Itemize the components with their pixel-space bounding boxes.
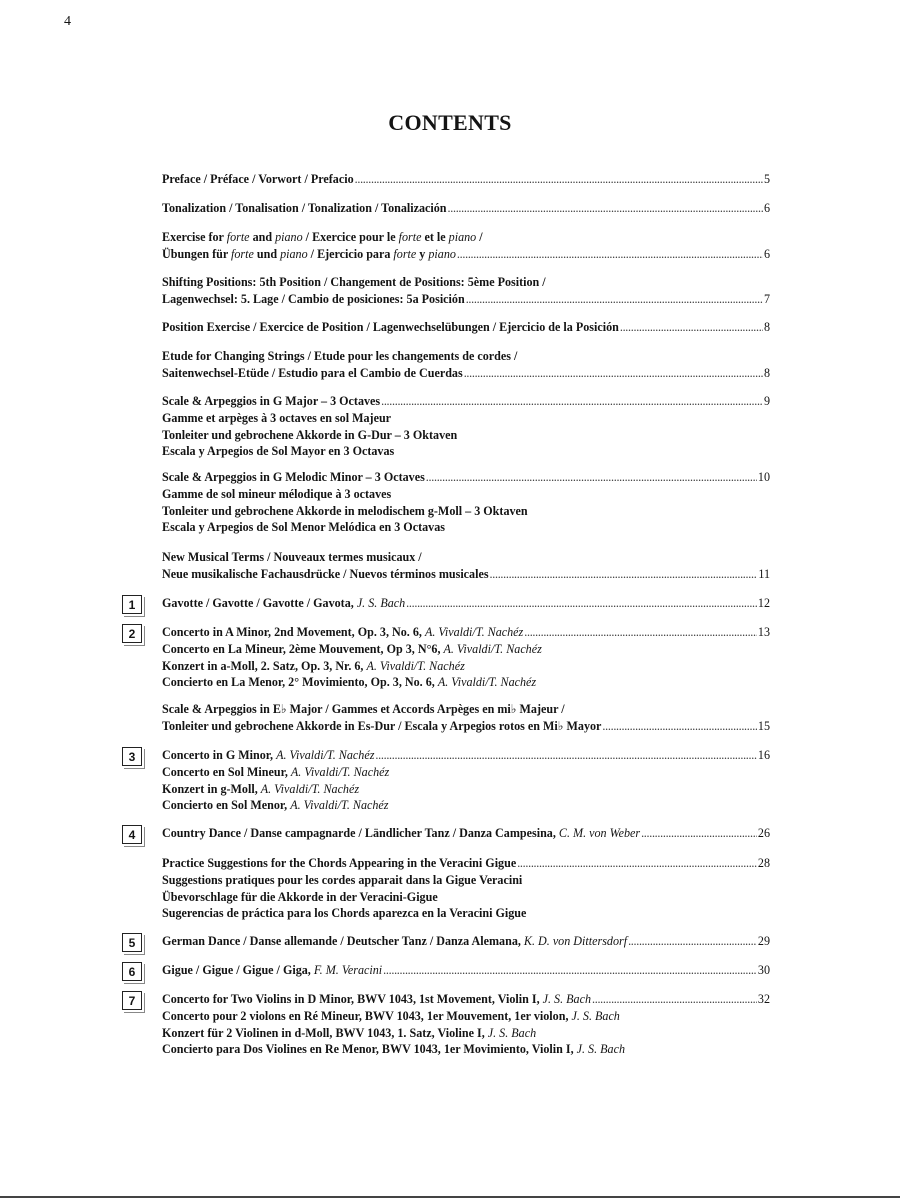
- entry-text: [162, 230, 483, 245]
- toc-entry: [162, 826, 770, 843]
- entry-text-part: /: [476, 230, 483, 244]
- entry-text-part: Concerto pour 2 violons en Ré Mineur, BWV 1043, 1er Mouvement, 1er violon,: [162, 1008, 572, 1023]
- italic-text: forte: [398, 230, 422, 244]
- page-ref: 16: [757, 748, 770, 762]
- toc-line: [162, 487, 770, 504]
- italic-text: F. M. Veracini: [313, 963, 383, 977]
- dot-leader: [448, 201, 763, 216]
- dot-leader: [426, 470, 757, 485]
- entry-text: [162, 934, 627, 949]
- entry-text-part: Gamme de sol mineur mélodique à 3 octaves: [162, 486, 392, 501]
- entry-text: [162, 890, 438, 905]
- toc-line: [162, 890, 770, 907]
- entry-text-part: Konzert für 2 Violinen in d-Moll, BWV 1043, 1. Satz, Violine I,: [162, 1025, 488, 1040]
- toc-line: [162, 748, 770, 765]
- italic-text: J. S. Bach: [571, 1008, 620, 1023]
- toc-line: [162, 702, 770, 719]
- italic-text: A. Vivaldi/T. Nachéz: [437, 675, 537, 690]
- toc-line: [162, 1026, 770, 1043]
- toc-entry: [162, 992, 770, 1059]
- entry-text: [162, 411, 391, 426]
- toc-line: [162, 798, 770, 815]
- page-ref: 8: [763, 320, 770, 334]
- entry-text-part: und: [253, 246, 281, 261]
- entry-text-part: Position Exercise / Exercice de Position / Lagenwechselübungen / Ejercicio de la Posición: [162, 320, 619, 334]
- entry-text: [162, 275, 546, 290]
- entry-text-part: Gigue / Gigue / Gigue / Giga,: [162, 963, 314, 977]
- toc-line: [162, 230, 770, 247]
- entry-text-part: Shifting Positions: 5th Position / Changement de Positions: 5ème Position /: [162, 275, 546, 289]
- toc-line: [162, 675, 770, 692]
- italic-text: J. S. Bach: [576, 1042, 625, 1057]
- entry-text-part: Practice Suggestions for the Chords Appearing in the Veracini Gigue: [162, 856, 517, 870]
- entry-text-part: Gavotte / Gavotte / Gavotte / Gavota,: [162, 596, 357, 610]
- entry-text: [162, 765, 389, 780]
- entry-text-part: Saitenwechsel-Etüde / Estudio para el Cambio de Cuerdas: [162, 365, 463, 380]
- toc-line: [162, 411, 770, 428]
- dot-leader: [592, 992, 757, 1007]
- dot-leader: [628, 934, 757, 949]
- page-title: CONTENTS: [388, 110, 512, 135]
- toc-entry: [162, 963, 770, 980]
- section-number-box: 5: [122, 933, 142, 952]
- entry-text-part: Tonalization / Tonalisation / Tonalization / Tonalización: [162, 201, 447, 215]
- italic-text: forte: [226, 230, 250, 244]
- entry-text-part: Concerto in A Minor, 2nd Movement, Op. 3, No. 6,: [162, 625, 425, 639]
- toc-line: [162, 550, 770, 567]
- section-number-box: 6: [122, 962, 142, 981]
- page-ref: 26: [757, 826, 770, 840]
- entry-text-part: Konzert in a-Moll, 2. Satz, Op. 3, Nr. 6,: [162, 658, 367, 673]
- toc-entry: [162, 550, 770, 584]
- entry-text-part: et le: [421, 230, 449, 244]
- entry-text-part: Etude for Changing Strings / Etude pour les changements de cordes /: [162, 349, 518, 363]
- entry-text: [162, 1009, 620, 1024]
- italic-text: A. Vivaldi/T. Nachéz: [424, 625, 524, 639]
- toc-line: [162, 349, 770, 366]
- entry-text-part: Concerto in G Minor,: [162, 748, 277, 762]
- toc-line: [162, 596, 770, 613]
- entry-text-part: Scale & Arpeggios in E♭ Major / Gammes et Accords Arpèges en mi♭ Majeur /: [162, 702, 565, 716]
- italic-text: A. Vivaldi/T. Nachéz: [443, 641, 542, 656]
- entry-text: [162, 394, 380, 409]
- entry-text-part: Suggestions pratiques pour les cordes apparait dans la Gigue Veracini: [162, 872, 523, 887]
- italic-text: J. S. Bach: [356, 596, 406, 610]
- toc-line: [162, 625, 770, 642]
- entry-text: [162, 782, 359, 797]
- italic-text: piano: [448, 230, 477, 244]
- entry-text: [162, 247, 456, 262]
- toc-line: [162, 1042, 770, 1059]
- italic-text: forte: [231, 246, 254, 261]
- page-ref: 29: [757, 934, 770, 948]
- entry-text-part: Sugerencias de práctica para los Chords aparezca en la Veracini Gigue: [162, 906, 527, 921]
- entry-text-part: German Dance / Danse allemande / Deutscher Tanz / Danza Alemana,: [162, 934, 524, 948]
- entry-text-part: Scale & Arpeggios in G Melodic Minor – 3 Octaves: [162, 470, 425, 484]
- toc-entry: [162, 934, 770, 951]
- entry-text-part: Tonleiter und gebrochene Akkorde in Es-Dur / Escala y Arpegios rotos en Mi♭ Mayor: [162, 718, 602, 733]
- page-ref: 13: [757, 625, 770, 639]
- entry-text: [162, 906, 526, 921]
- entry-text-part: Escala y Arpegios de Sol Mayor en 3 Octavas: [162, 444, 395, 459]
- italic-text: K. D. von Dittersdorf: [523, 934, 628, 948]
- italic-text: forte: [393, 246, 417, 261]
- page-ref: 10: [757, 470, 770, 484]
- toc-line: [162, 719, 770, 736]
- dot-leader: [383, 963, 757, 978]
- entry-text-part: Scale & Arpeggios in G Major – 3 Octaves: [162, 394, 381, 408]
- toc-entry: [162, 470, 770, 537]
- entry-text: [162, 625, 523, 640]
- section-number-box: 3: [122, 747, 142, 766]
- entry-text: [162, 826, 640, 841]
- entry-text: [162, 349, 517, 364]
- entry-text-part: Neue musikalische Fachausdrücke / Nuevos términos musicales: [162, 566, 489, 581]
- page-ref: 7: [763, 291, 770, 306]
- entry-text: [162, 504, 528, 519]
- section-number-box: 2: [122, 624, 142, 643]
- toc-line: [162, 642, 770, 659]
- toc-line: [162, 826, 770, 843]
- entry-text: [162, 992, 591, 1007]
- toc-line: [162, 444, 770, 461]
- entry-text: [162, 702, 565, 717]
- entry-text-part: Tonleiter und gebrochene Akkorde in melodischem g-Moll – 3 Oktaven: [162, 503, 528, 518]
- toc-line: [162, 1009, 770, 1026]
- entry-text: [162, 856, 516, 871]
- page-ref: 11: [758, 566, 770, 581]
- toc-line: [162, 992, 770, 1009]
- toc-line: [162, 782, 770, 799]
- italic-text: A. Vivaldi/T. Nachéz: [276, 748, 375, 762]
- entry-text-part: Tonleiter und gebrochene Akkorde in G-Dur – 3 Oktaven: [162, 427, 458, 442]
- entry-text-part: / Ejercicio para: [307, 246, 394, 261]
- toc-entry: [162, 394, 770, 461]
- italic-text: J. S. Bach: [542, 992, 591, 1006]
- entry-text-part: Concierto en Sol Menor,: [162, 798, 291, 813]
- entry-text: [162, 659, 465, 674]
- entry-text: [162, 719, 601, 734]
- page-ref: 8: [763, 365, 770, 380]
- entry-text: [162, 798, 389, 813]
- page-ref: 6: [763, 201, 770, 215]
- toc-entry: [162, 320, 770, 337]
- entry-text-part: y: [416, 246, 429, 261]
- entry-text: [162, 470, 425, 485]
- italic-text: A. Vivaldi/T. Nachéz: [366, 658, 465, 673]
- page-ref: 30: [757, 963, 770, 977]
- entry-text: [162, 550, 422, 565]
- entry-text-part: Concerto for Two Violins in D Minor, BWV 1043, 1st Movement, Violin I,: [162, 992, 543, 1006]
- entry-text-part: Lagenwechsel: 5. Lage / Cambio de posiciones: 5a Posición: [162, 291, 465, 306]
- entry-text: [162, 567, 489, 582]
- toc-entry: [162, 230, 770, 264]
- entry-text: [162, 642, 542, 657]
- toc-line: [162, 172, 770, 189]
- toc-line: [162, 394, 770, 411]
- bottom-rule: [0, 1196, 900, 1198]
- entry-text-part: and: [249, 230, 276, 244]
- page-ref: 5: [763, 172, 770, 186]
- entry-text-part: Übevorschlage für die Akkorde in der Veracini-Gigue: [162, 889, 438, 904]
- toc-entry: [162, 748, 770, 815]
- dot-leader: [620, 320, 763, 335]
- dot-leader: [641, 826, 757, 841]
- dot-leader: [517, 856, 757, 871]
- toc-entry: [162, 625, 770, 692]
- page-ref: 12: [757, 596, 770, 610]
- dot-leader: [457, 247, 763, 262]
- entry-text-part: / Exercice pour le: [302, 230, 399, 244]
- toc-line: [162, 520, 770, 537]
- entry-text-part: Übungen für: [162, 246, 232, 261]
- page-number: 4: [64, 14, 71, 29]
- entry-text: [162, 873, 522, 888]
- toc-line: [162, 470, 770, 487]
- toc-line: [162, 275, 770, 292]
- toc-line: [162, 247, 770, 264]
- entry-text-part: Preface / Préface / Vorwort / Prefacio: [162, 172, 354, 186]
- entry-text: [162, 487, 391, 502]
- toc-entry: [162, 172, 770, 189]
- toc-entry: [162, 856, 770, 923]
- entry-text-part: Gamme et arpèges à 3 octaves en sol Majeur: [162, 410, 392, 425]
- entry-text-part: Exercise for: [162, 230, 227, 244]
- page-ref: 6: [763, 246, 770, 261]
- entry-text: [162, 963, 382, 978]
- section-number-box: 4: [122, 825, 142, 844]
- italic-text: C. M. von Weber: [558, 826, 641, 840]
- entry-text: [162, 172, 354, 187]
- entry-text-part: Concierto en La Menor, 2° Movimiento, Op. 3, No. 6,: [162, 675, 438, 690]
- dot-leader: [490, 567, 758, 582]
- entry-text: [162, 366, 463, 381]
- toc-line: [162, 366, 770, 383]
- italic-text: A. Vivaldi/T. Nachéz: [290, 764, 390, 779]
- section-number-box: 1: [122, 595, 142, 614]
- toc-line: [162, 963, 770, 980]
- toc-line: [162, 504, 770, 521]
- italic-text: piano: [275, 230, 303, 244]
- entry-text-part: Concerto en La Mineur, 2ème Mouvement, Op 3, N°6,: [162, 641, 444, 656]
- dot-leader: [355, 172, 763, 187]
- dot-leader: [602, 719, 756, 734]
- toc-entry: [162, 201, 770, 218]
- entry-text-part: New Musical Terms / Nouveaux termes musicaux /: [162, 550, 422, 564]
- dot-leader: [406, 596, 757, 611]
- italic-text: piano: [280, 246, 308, 261]
- entry-text-part: Country Dance / Danse campagnarde / Ländlicher Tanz / Danza Campesina,: [162, 826, 559, 840]
- page-ref: 28: [757, 856, 770, 870]
- entry-text: [162, 596, 405, 611]
- entry-text: [162, 520, 445, 535]
- page-ref: 32: [757, 992, 770, 1006]
- toc-line: [162, 320, 770, 337]
- italic-text: A. Vivaldi/T. Nachéz: [290, 798, 389, 813]
- toc-line: [162, 934, 770, 951]
- entry-text-part: Concerto en Sol Mineur,: [162, 764, 291, 779]
- toc-entry: [162, 596, 770, 613]
- dot-leader: [464, 366, 763, 381]
- italic-text: piano: [428, 246, 456, 261]
- toc-entry: [162, 702, 770, 736]
- toc-entry: [162, 275, 770, 309]
- toc-line: [162, 567, 770, 584]
- page-ref: 15: [757, 718, 770, 733]
- dot-leader: [381, 394, 763, 409]
- entry-text: [162, 748, 374, 763]
- dot-leader: [466, 292, 763, 307]
- entry-text-part: Concierto para Dos Violines en Re Menor, BWV 1043, 1er Movimiento, Violin I,: [162, 1042, 577, 1057]
- italic-text: J. S. Bach: [487, 1025, 537, 1040]
- toc-line: [162, 765, 770, 782]
- section-number-box: 7: [122, 991, 142, 1010]
- entry-text: [162, 1042, 625, 1057]
- entry-text-part: Escala y Arpegios de Sol Menor Melódica en 3 Octavas: [162, 520, 445, 535]
- toc-line: [162, 906, 770, 923]
- entry-text: [162, 444, 394, 459]
- italic-text: A. Vivaldi/T. Nachéz: [260, 781, 360, 796]
- entry-text: [162, 320, 619, 335]
- dot-leader: [524, 625, 757, 640]
- toc-line: [162, 659, 770, 676]
- page-ref: 9: [763, 394, 770, 408]
- toc-line: [162, 428, 770, 445]
- entry-text: [162, 292, 465, 307]
- toc-line: [162, 873, 770, 890]
- toc-line: [162, 856, 770, 873]
- entry-text: [162, 201, 447, 216]
- entry-text: [162, 1026, 536, 1041]
- dot-leader: [375, 748, 756, 763]
- entry-text-part: Konzert in g-Moll,: [162, 781, 261, 796]
- toc-entry: [162, 349, 770, 383]
- toc-line: [162, 292, 770, 309]
- toc-line: [162, 201, 770, 218]
- entry-text: [162, 675, 536, 690]
- entry-text: [162, 428, 457, 443]
